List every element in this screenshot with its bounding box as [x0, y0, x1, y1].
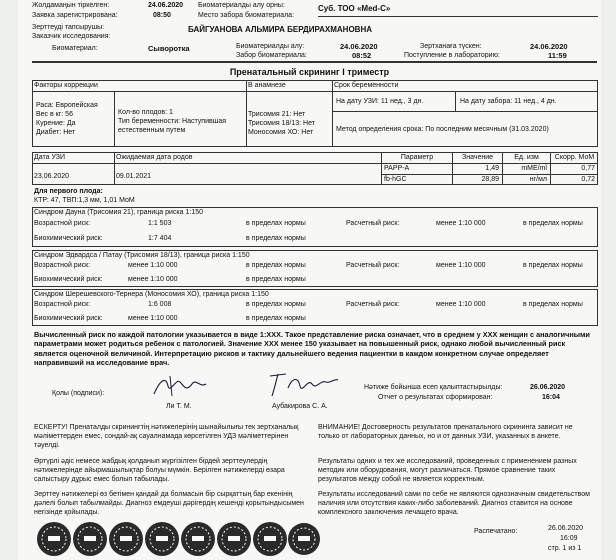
printed-time: 16:09: [560, 535, 578, 542]
calc-risk-status: в пределах нормы: [523, 220, 583, 227]
factor-fetus-count: Кол-во плодов: 1: [118, 109, 173, 116]
bio-risk-status: в пределах нормы: [246, 235, 306, 242]
printed-date: 26.06.2020: [548, 525, 584, 532]
calc-risk-value: менее 1:10 000: [436, 262, 486, 269]
marker-col-unit: Ед. изм: [514, 154, 539, 161]
taken-time: 08:52: [352, 51, 372, 60]
signature-name-1: Ли Т. М.: [166, 403, 192, 410]
report-title: Пренатальный скрининг I триместр: [229, 67, 390, 77]
result-time: 16:04: [542, 394, 560, 401]
anamnesis-mono: Моносомия ХО: Нет: [248, 129, 314, 136]
calc-risk-label: Расчетный риск:: [346, 301, 400, 308]
report-page: [18, 0, 601, 560]
risk-note: Вычисленный риск по каждой патологии указывается в виде 1:XXX. Такое представление риска означает, что в среднем у XXX женщин с аналогичными параметрами может родиться ребенок с патологией. Значение XXX менее 150 указывает на повышенный риск, однако любой вычисленный риск является оценочной величиной. Интерпретацию рисков и тактику дальнейшего ведения пациентки в каждом конкретном случае определяет направивший на исследование врач.: [34, 330, 590, 368]
age-risk-status: в пределах нормы: [246, 262, 306, 269]
signature-1: [146, 372, 216, 400]
syndrome-title: Синдром Дауна (Трисомия 21), граница риска 1:150: [34, 209, 204, 216]
sample-place-kz: Биоматериалды алу орны:: [198, 2, 285, 9]
calc-risk-status: в пределах нормы: [523, 262, 583, 269]
bio-risk-label: Биохимический риск:: [34, 235, 103, 242]
disclaimer-kz-3: Зерттеу нәтижелері өз бетімен қандай да болмасын бір сырқаттың бар екенінің дәлелі болып табылмайды. Диагноз емдеуші дәрігердің кешенді қорытындысымен негізінде қойылады.: [34, 491, 304, 516]
anamnesis-t21: Трисомия 21: Нет: [248, 111, 306, 118]
factor-smoking: Курение: Да: [36, 120, 76, 127]
calc-risk-label: Расчетный риск:: [346, 262, 400, 269]
disclaimer-ru-1: ВНИМАНИЕ! Достоверность результатов пренатального скрининга зависит не только от лабораторных данных, но и от данных УЗИ, указанных в анкете.: [318, 424, 573, 440]
us-expected-value: 09.01.2021: [116, 173, 152, 180]
registered-label: Заявка зарегистрирована:: [32, 12, 118, 19]
ordered-by-kz: Зерттеуді тапсырушы:: [32, 24, 105, 31]
syndrome-title: Синдром Эдвардса / Патау (Трисомия 18/13), граница риска 1:150: [34, 252, 250, 259]
patient-name: БАЙГУАНОВА АЛЬМИРА БЕРДИРАХМАНОВНА: [188, 25, 373, 34]
marker-row-unit: mME/ml: [521, 165, 547, 172]
bio-risk-value: менее 1:10 000: [128, 315, 178, 322]
us-col-date: Дата УЗИ: [34, 154, 65, 161]
result-label-kz: Нәтиже бойынша есеп қалыптастырылды:: [364, 384, 503, 391]
taken-label-kz: Биоматериалды алу:: [236, 43, 305, 50]
signatures-label: Қолы (подписи):: [52, 390, 105, 397]
bio-risk-value: 1:7 404: [148, 235, 172, 242]
lab-time: 11:59: [548, 51, 567, 60]
factors-heading: Факторы коррекции: [34, 82, 98, 89]
lab-label-ru: Поступление в лабораторию:: [404, 52, 500, 59]
lab-date: 24.06.2020: [530, 42, 568, 51]
calc-risk-status: в пределах нормы: [523, 301, 583, 308]
age-risk-status: в пределах нормы: [246, 220, 306, 227]
marker-row-value: 28,89: [481, 176, 499, 183]
marker-col-param: Параметр: [400, 154, 434, 161]
signature-name-2: Аубакирова С. А.: [272, 403, 328, 410]
marker-row-param: PAPP-A: [384, 165, 410, 172]
age-risk-label: Возрастной риск:: [34, 220, 91, 227]
marker-row-mom: 0,77: [581, 165, 595, 172]
term-method: Метод определения срока: По последним месячным (31.03.2020): [336, 126, 549, 133]
marker-row-value: 1,49: [485, 165, 499, 172]
biomaterial-value: Сыворотка: [148, 44, 190, 53]
age-risk-status: в пределах нормы: [246, 301, 306, 308]
term-sample-date: На дату забора: 11 нед., 4 дн.: [460, 98, 557, 105]
ordered-by-ru: Заказчик исследования:: [32, 33, 111, 40]
biomaterial-label: Биоматериал:: [52, 45, 98, 52]
factor-race: Раса: Европейская: [36, 102, 98, 109]
age-risk-label: Возрастной риск:: [34, 301, 91, 308]
bio-risk-label: Биохимический риск:: [34, 315, 103, 322]
age-risk-label: Возрастной риск:: [34, 262, 91, 269]
marker-row-mom: 0,72: [581, 176, 595, 183]
registered-time: 08:50: [153, 12, 171, 19]
anamnesis-t18: Трисомия 18/13: Нет: [248, 120, 315, 127]
disclaimer-ru-2: Результаты одних и тех же исследований, проведенных с применением разных методик или оборудования, могут различаться. Прямое сравнение таких результатов между собой не является корректным.: [318, 458, 577, 483]
us-col-expected: Ожидаемая дата родов: [116, 154, 193, 161]
marker-row-param: fb-hGC: [384, 176, 407, 183]
printed-label: Распечатано:: [474, 528, 518, 535]
page-number: стр. 1 из 1: [548, 545, 582, 552]
syndrome-title: Синдром Шерешевского-Тернера (Моносомия ХО), граница риска 1:150: [34, 291, 269, 298]
fetus-title: Для первого плода:: [34, 188, 103, 195]
marker-col-mom: Скорр. МоМ: [554, 154, 595, 161]
signature-2: [264, 368, 344, 400]
disclaimer-ru-3: Результаты исследований сами по себе не являются однозначным свидетельством наличия или отсутствия каких-либо заболеваний. Диагноз ставится на основе комплексного заключения лечащего врача.: [318, 491, 590, 516]
age-risk-value: менее 1:10 000: [128, 262, 178, 269]
marker-col-value: Значение: [461, 154, 494, 161]
anamnesis-heading: В анамнезе: [248, 82, 286, 89]
result-date: 26.06.2020: [530, 384, 566, 391]
us-date-value: 23.06.2020: [34, 173, 70, 180]
age-risk-value: 1:6 008: [148, 301, 172, 308]
received-label: Жолдамаңын тіркелген:: [32, 2, 110, 9]
calc-risk-value: менее 1:10 000: [436, 220, 486, 227]
fetus-params: КТР: 47, ТВП:1,3 мм, 1,01 МоМ: [34, 197, 135, 204]
disclaimer-kz-1: ЕСКЕРТУ! Пренаталды скринингтің нәтижелерінің шынайылығы тек зертханалық мәлiметтерден емес, сондай-ақ сауалнамада көрсетілген УДЗ мәлiметтерiнен тәуелді.: [34, 424, 299, 449]
term-us-date: На дату УЗИ: 11 нед., 3 дн.: [336, 98, 424, 105]
age-risk-value: 1:1 503: [148, 220, 172, 227]
bio-risk-status: в пределах нормы: [246, 276, 306, 283]
bio-risk-label: Биохимический риск:: [34, 276, 103, 283]
award-seals: [34, 519, 324, 559]
bio-risk-status: в пределах нормы: [246, 315, 306, 322]
calc-risk-value: менее 1:10 000: [436, 301, 486, 308]
factor-diabetes: Диабет: Нет: [36, 129, 76, 136]
sample-place-ru: Место забора биоматериала:: [198, 12, 295, 19]
factor-pregnancy-type: Тип беременности: Наступившая естественным путем: [118, 118, 227, 134]
result-label-ru: Отчет о результатах сформирован:: [378, 394, 493, 401]
disclaimer-kz-2: Әртүрлі әдіс немесе жабдық қолданып жүргізілген бірдей зерттеулердің нәтижелерінде айырмашылықтар болуы мүмкін. Берілген нәтижелерді өзара салыстыру дұрыс емес болып табылады.: [34, 458, 285, 483]
received-date: 24.06.2020: [148, 2, 184, 9]
term-heading: Срок беременности: [334, 82, 399, 89]
taken-label-ru: Забор биоматериала:: [236, 52, 307, 59]
taken-date: 24.06.2020: [340, 42, 378, 51]
bio-risk-value: менее 1:10 000: [128, 276, 178, 283]
factor-weight: Вес в кг: 56: [36, 111, 73, 118]
calc-risk-label: Расчетный риск:: [346, 220, 400, 227]
sample-place-value: Суб. ТОО «Med-C»: [318, 4, 391, 13]
lab-label-kz: Зертханаға түскен:: [420, 43, 482, 50]
marker-row-unit: нг/мл: [529, 176, 547, 183]
